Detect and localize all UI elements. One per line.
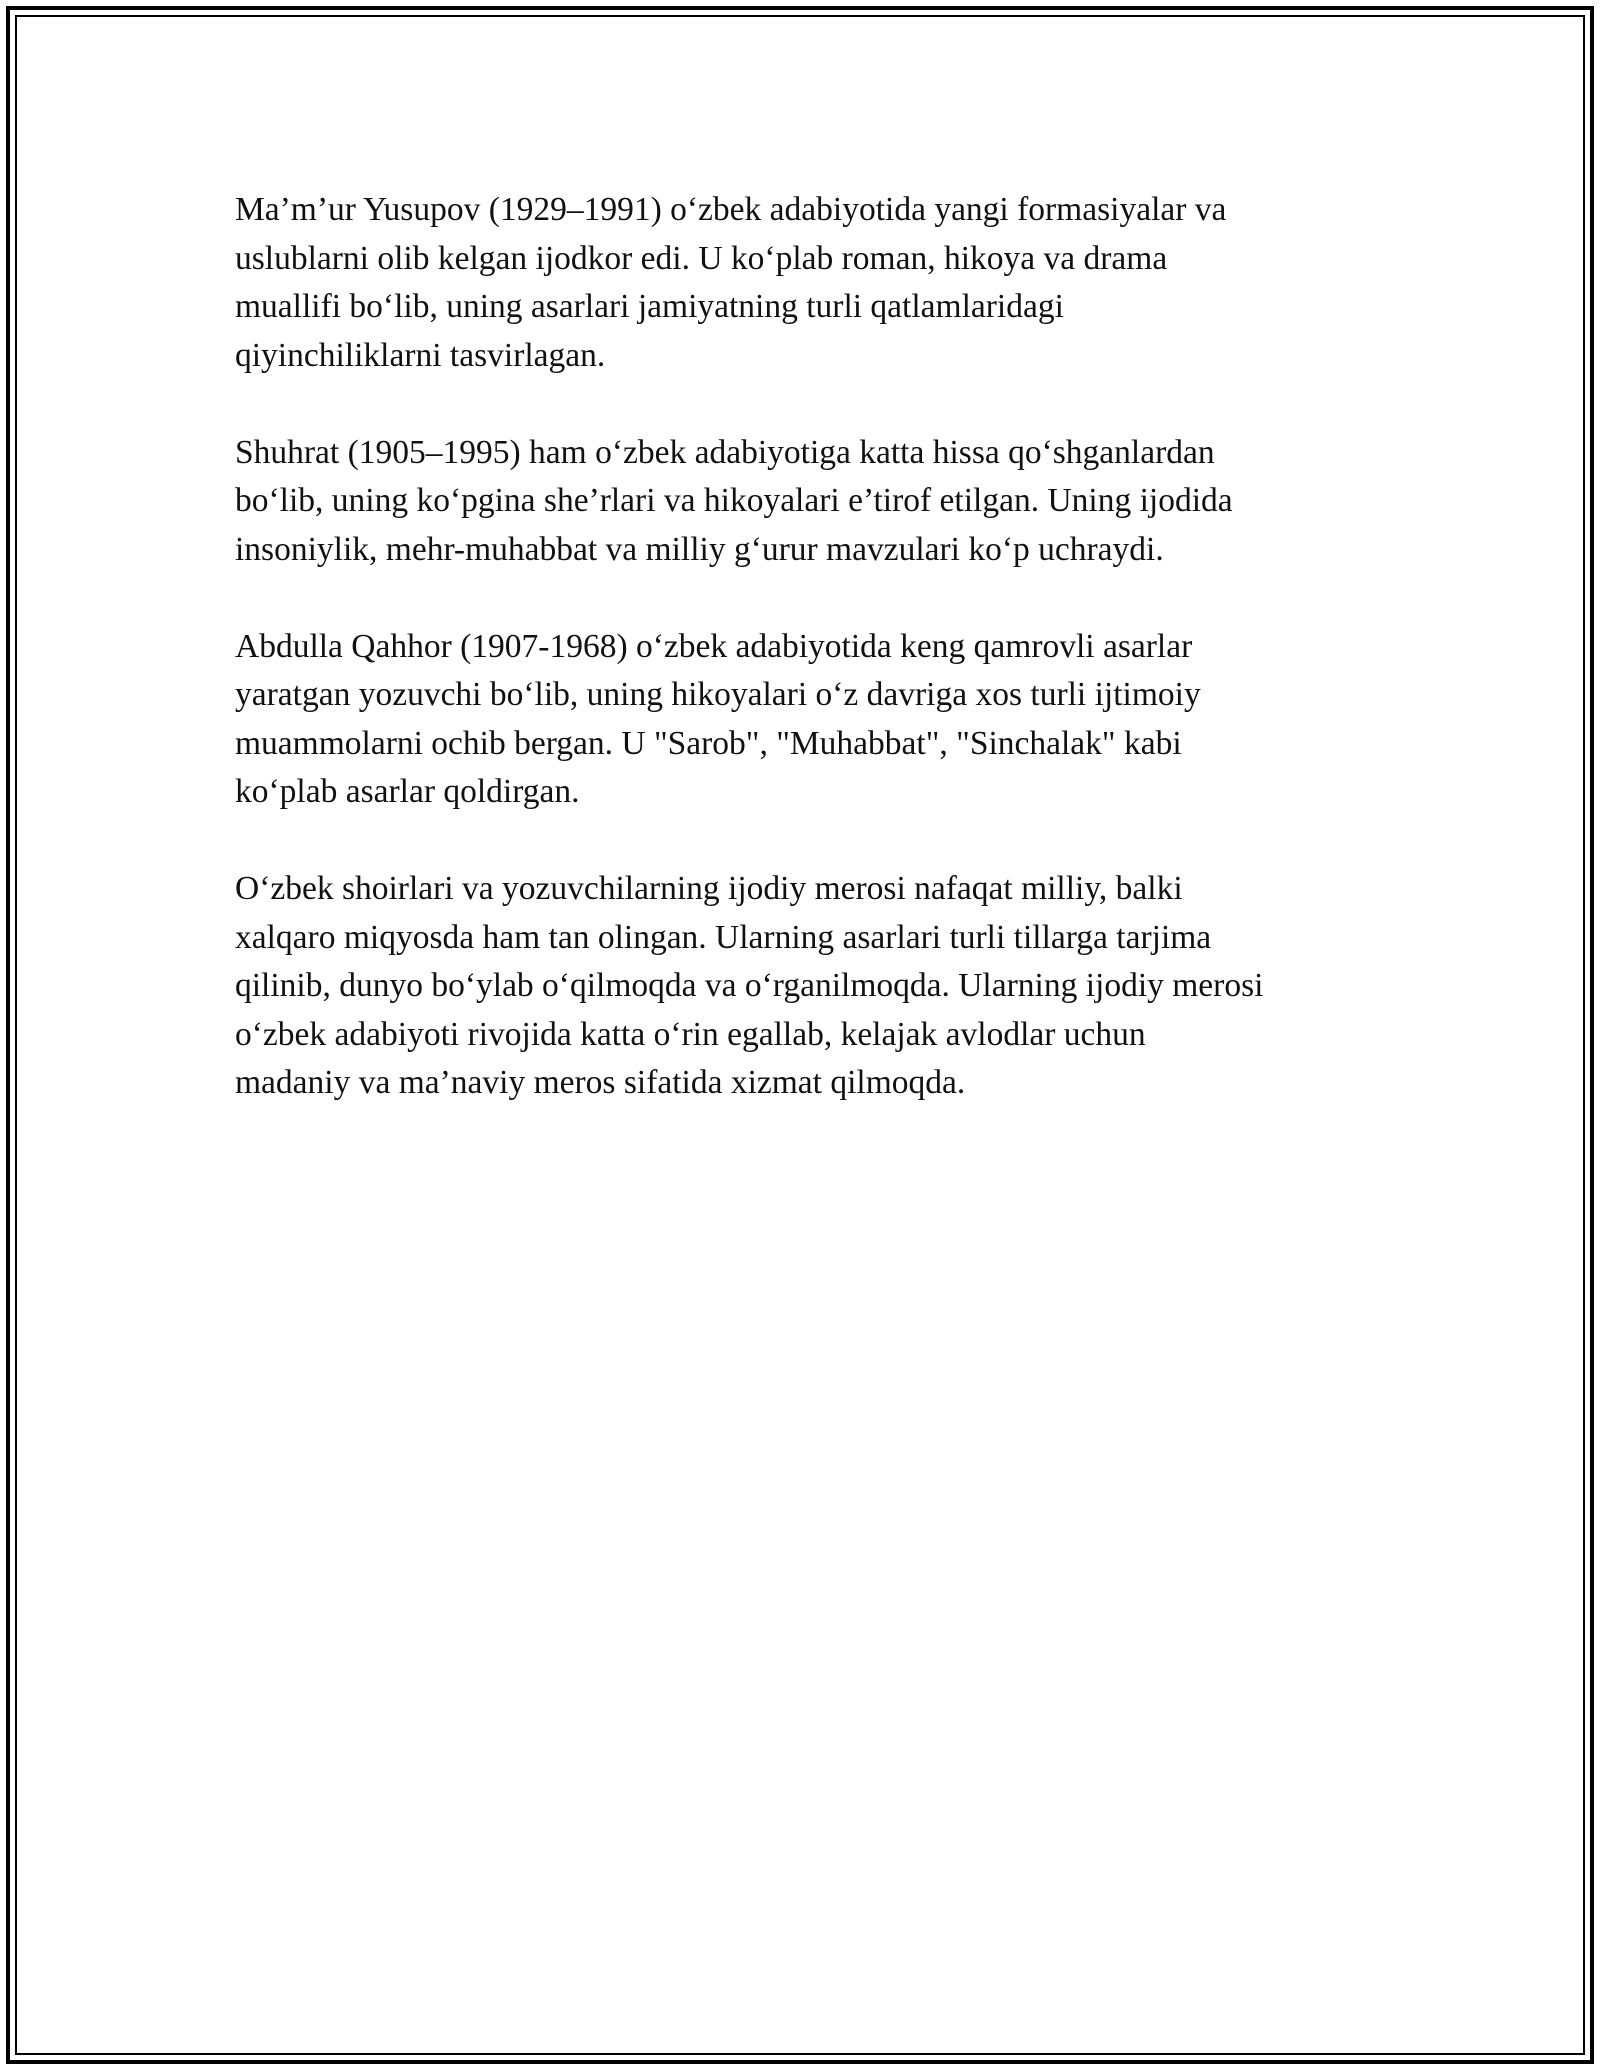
- paragraph-line: o‘zbek adabiyoti rivojida katta o‘rin egallab, kelajak avlodlar uchun: [235, 1015, 1146, 1053]
- paragraph-line: muammolarni ochib bergan. U "Sarob", "Muhabbat", "Sinchalak" kabi: [235, 724, 1182, 762]
- paragraph-line: O‘zbek shoirlari va yozuvchilarning ijodiy merosi nafaqat milliy, balki: [235, 870, 1183, 907]
- paragraph-line: muallifi bo‘lib, uning asarlari jamiyatning turli qatlamlaridagi: [235, 288, 1064, 325]
- paragraph-line: uslublarni olib kelgan ijodkor edi. U ko‘plab roman, hikoya va drama: [235, 239, 1168, 277]
- paragraph-line: yaratgan yozuvchi bo‘lib, uning hikoyalari o‘z davriga xos turli ijtimoiy: [235, 676, 1201, 713]
- paragraph-line: Abdulla Qahhor (1907-1968) o‘zbek adabiyotida keng qamrovli asarlar: [235, 627, 1193, 665]
- paragraph-abdulla-qahhor: [235, 623, 1375, 817]
- paragraph-line: Shuhrat (1905–1995) ham o‘zbek adabiyotiga katta hissa qo‘shganlardan: [235, 433, 1215, 471]
- paragraph-line: xalqaro miqyosda ham tan olingan. Ularning asarlari turli tillarga tarjima: [235, 918, 1212, 956]
- document-body: [235, 186, 1375, 1156]
- paragraph-line: qiyinchiliklarni tasvirlagan.: [235, 336, 606, 374]
- paragraph-shuhrat: [235, 429, 1375, 575]
- paragraph-line: insoniylik, mehr-muhabbat va milliy g‘urur mavzulari ko‘p uchraydi.: [235, 530, 1164, 568]
- paragraph-line: bo‘lib, uning ko‘pgina she’rlari va hikoyalari e’tirof etilgan. Uning ijodida: [235, 482, 1233, 519]
- paragraph-line: ko‘plab asarlar qoldirgan.: [235, 773, 580, 810]
- paragraph-line: qilinib, dunyo bo‘ylab o‘qilmoqda va o‘rganilmoqda. Ularning ijodiy merosi: [235, 967, 1264, 1004]
- paragraph-line: madaniy va ma’naviy meros sifatida xizmat qilmoqda.: [235, 1064, 966, 1101]
- paragraph-line: Ma’m’ur Yusupov (1929–1991) o‘zbek adabiyotida yangi formasiyalar va: [235, 191, 1227, 228]
- paragraph-ozbek-shoirlari: [235, 865, 1375, 1108]
- paragraph-mamur-yusupov: [235, 186, 1375, 380]
